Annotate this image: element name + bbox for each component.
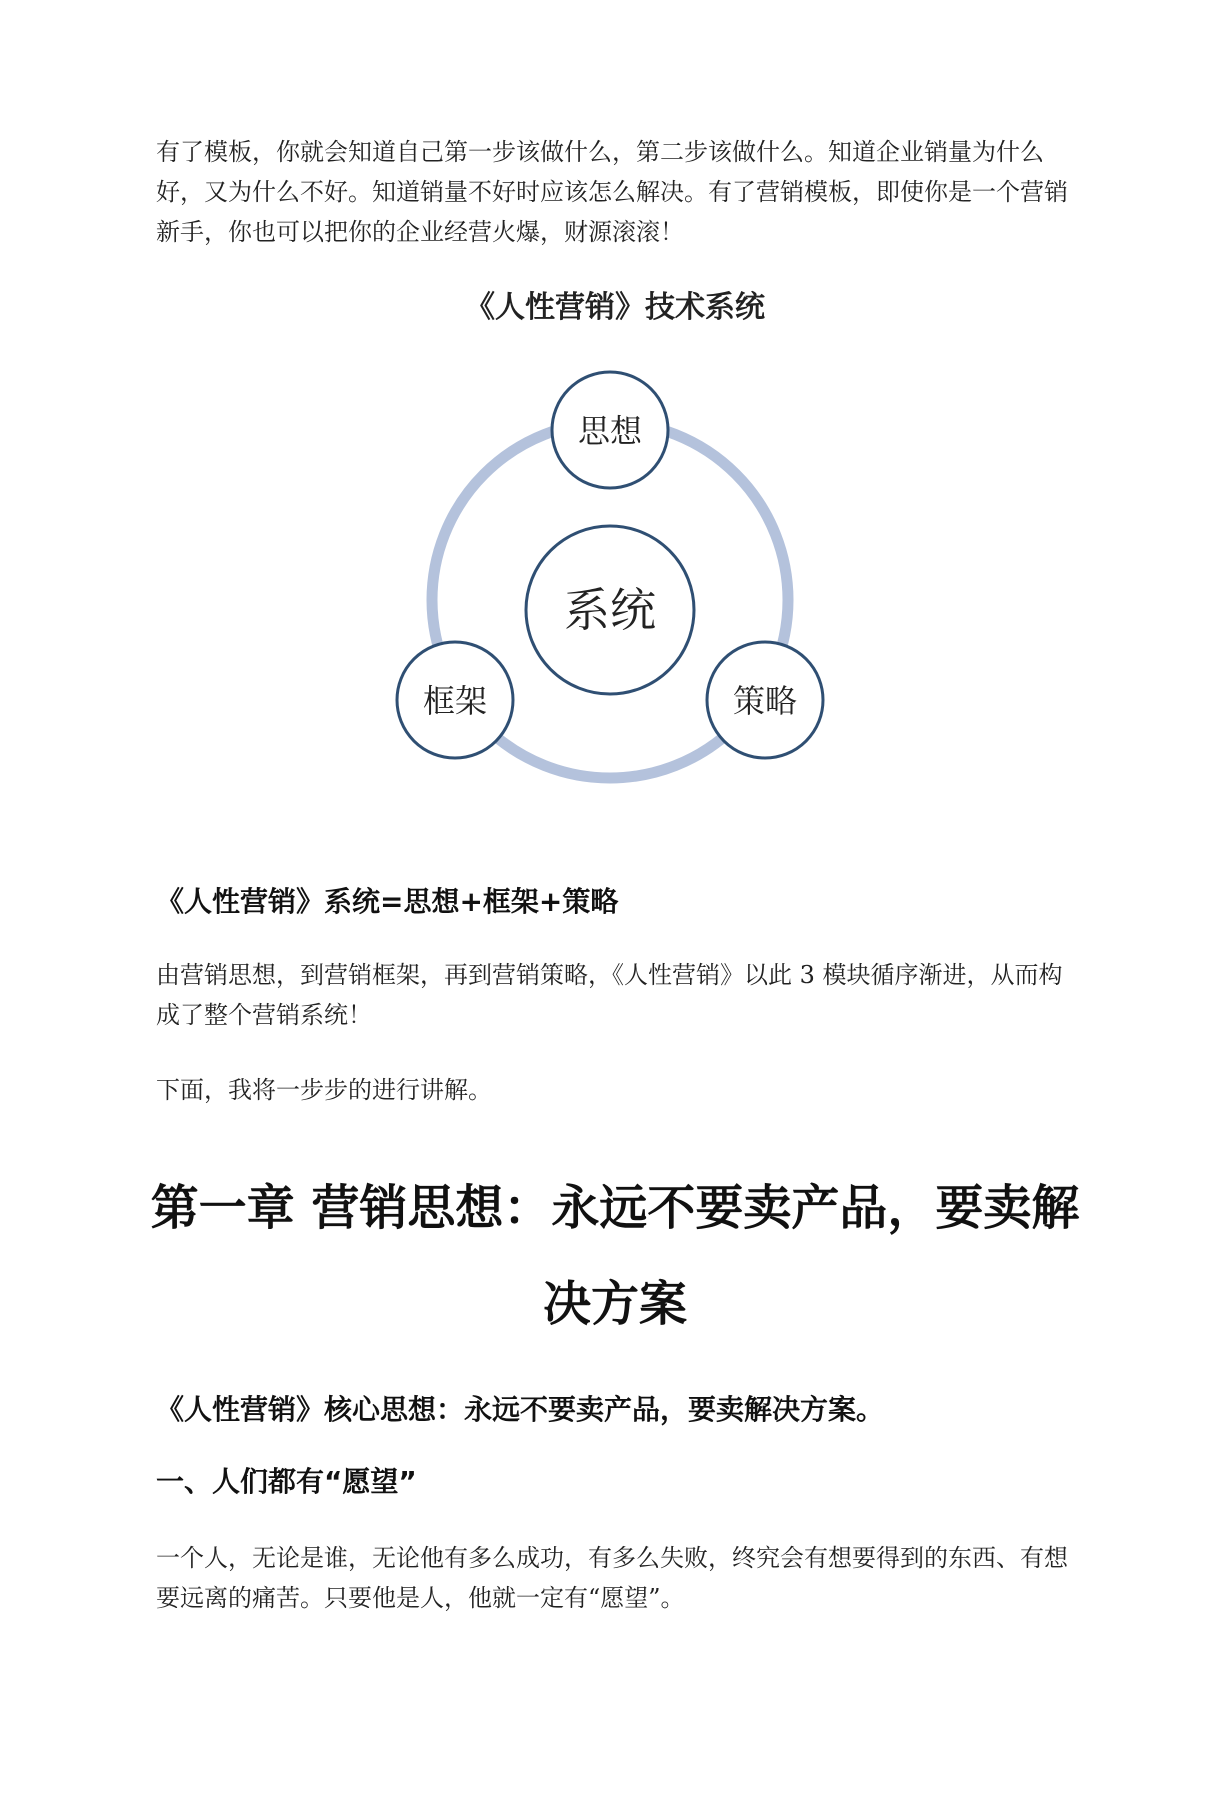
formula-heading: 《人性营销》系统=思想+框架+策略 [156,885,619,918]
diagram-node-left-label: 框架 [422,682,488,720]
chapter-title: 第一章 营销思想：永远不要卖产品，要卖解决方案 [150,1180,1080,1332]
diagram-node-top-label: 思想 [577,412,643,450]
diagram-node-right-label: 策略 [732,682,798,720]
diagram-center-label: 系统 [564,583,656,637]
core-idea-heading: 《人性营销》核心思想：永远不要卖产品，要卖解决方案。 [156,1393,885,1426]
diagram-node-top [552,372,668,488]
system-diagram [380,370,840,830]
diagram-center-node [526,526,694,694]
diagram-node-right [707,642,823,758]
wish-paragraph: 一个人，无论是谁，无论他有多么成功，有多么失败，终究会有想要得到的东西、有想要远离的痛苦。只要他是人，他就一定有“愿望”。 [156,1544,1068,1612]
next-paragraph: 下面，我将一步步的进行讲解。 [156,1076,492,1104]
diagram-title: 《人性营销》技术系统 [465,290,765,325]
intro-paragraph: 有了模板，你就会知道自己第一步该做什么，第二步该做什么。知道企业销量为什么好，又为什么不好。知道销量不好时应该怎么解决。有了营销模板，即使你是一个营销新手，你也可以把你的企业经营火爆，财源滚滚！ [156,138,1068,246]
section-heading: 一、人们都有“愿望” [156,1465,417,1498]
system-paragraph: 由营销思想，到营销框架，再到营销策略，《人性营销》以此 3 模块循序渐进，从而构成了整个营销系统！ [156,961,1063,1029]
diagram-node-left [397,642,513,758]
